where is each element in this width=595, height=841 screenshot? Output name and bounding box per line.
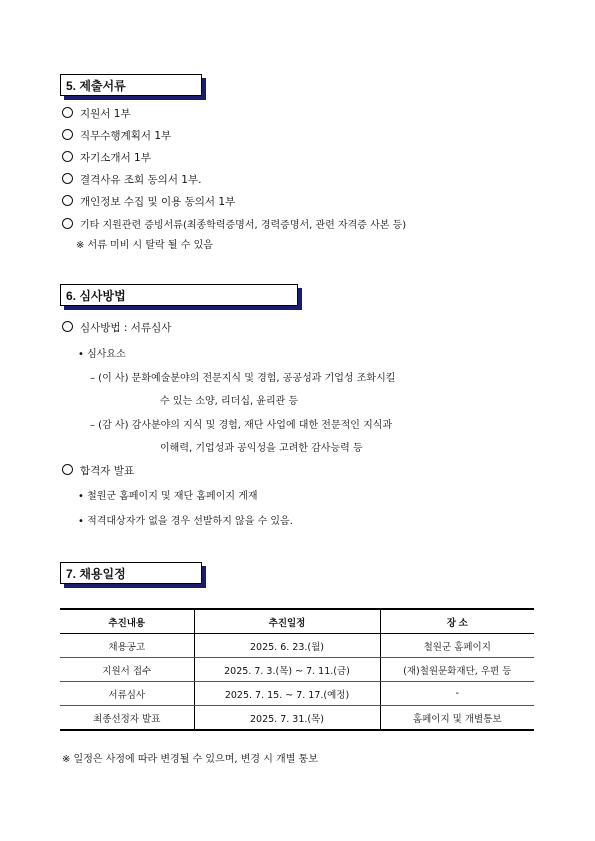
announce-item: • 적격대상자가 없을 경우 선발하지 않을 수 있음. (78, 516, 293, 527)
circle-bullet-icon (62, 195, 73, 206)
list-item: 결격사유 조회 동의서 1부. (62, 172, 201, 187)
section-6-title: 6. 심사방법 (66, 289, 126, 303)
table-header: 추진내용 (60, 609, 194, 634)
table-row (60, 658, 534, 682)
table-header: 추진일정 (194, 609, 380, 634)
section-7-title: 7. 채용일정 (66, 567, 126, 581)
table-cell: 지원서 접수 (60, 658, 194, 682)
table-cell: 2025. 7. 15. ~ 7. 17.(예정) (194, 682, 380, 706)
circle-bullet-icon (62, 107, 73, 118)
criteria-label: • 심사요소 (78, 349, 126, 360)
table-cell: 2025. 7. 3.(목) ~ 7. 11.(금) (194, 658, 380, 682)
schedule-table (60, 608, 534, 731)
list-item: 직무수행계획서 1부 (62, 128, 171, 143)
list-item: 지원서 1부 (62, 106, 131, 121)
list-item: 자기소개서 1부 (62, 150, 151, 165)
table-row (60, 634, 534, 658)
section-7-title-box (60, 562, 202, 584)
table-cell: (재)철원문화재단, 우편 등 (380, 658, 534, 682)
table-header-row (60, 609, 534, 634)
table-cell: 채용공고 (60, 634, 194, 658)
circle-bullet-icon (62, 151, 73, 162)
table-cell: 홈페이지 및 개별통보 (380, 706, 534, 731)
announce-heading: 합격자 발표 (62, 463, 134, 478)
circle-bullet-icon (62, 321, 73, 332)
list-item: 기타 지원관련 증빙서류(최종학력증명서, 경력증명서, 관련 자격증 사본 등) (62, 216, 406, 231)
section-6-title-box (60, 284, 298, 306)
circle-bullet-icon (62, 218, 73, 229)
table-cell: 2025. 7. 31.(목) (194, 706, 380, 731)
table-row (60, 682, 534, 706)
circle-bullet-icon (62, 129, 73, 140)
section-5-title-box (60, 74, 202, 96)
announce-item: • 철원군 홈페이지 및 재단 홈페이지 게재 (78, 491, 258, 502)
circle-bullet-icon (62, 173, 73, 184)
director-criteria-cont: 수 있는 소양, 리더십, 윤리관 등 (160, 396, 299, 407)
table-header: 장 소 (380, 609, 534, 634)
table-cell: - (380, 682, 534, 706)
director-criteria: – (이 사) 문화예술분야의 전문지식 및 경험, 공공성과 기업성 조화시킬 (90, 373, 396, 384)
circle-bullet-icon (62, 464, 73, 475)
table-row (60, 706, 534, 731)
table-cell: 최종선정자 발표 (60, 706, 194, 731)
auditor-criteria: – (감 사) 감사분야의 지식 및 경험, 재단 사업에 대한 전문적인 지식과 (90, 420, 393, 431)
table-cell: 서류심사 (60, 682, 194, 706)
schedule-note: ※ 일정은 사정에 따라 변경될 수 있으며, 변경 시 개별 통보 (62, 754, 318, 765)
section-5-note: ※ 서류 미비 시 탈락 될 수 있음 (76, 240, 213, 251)
table-cell: 2025. 6. 23.(월) (194, 634, 380, 658)
review-method: 심사방법 : 서류심사 (62, 320, 171, 335)
list-item: 개인정보 수집 및 이용 동의서 1부 (62, 194, 235, 209)
section-5-title: 5. 제출서류 (66, 79, 126, 93)
auditor-criteria-cont: 이해력, 기업성과 공익성을 고려한 감사능력 등 (160, 443, 363, 454)
table-cell: 철원군 홈페이지 (380, 634, 534, 658)
